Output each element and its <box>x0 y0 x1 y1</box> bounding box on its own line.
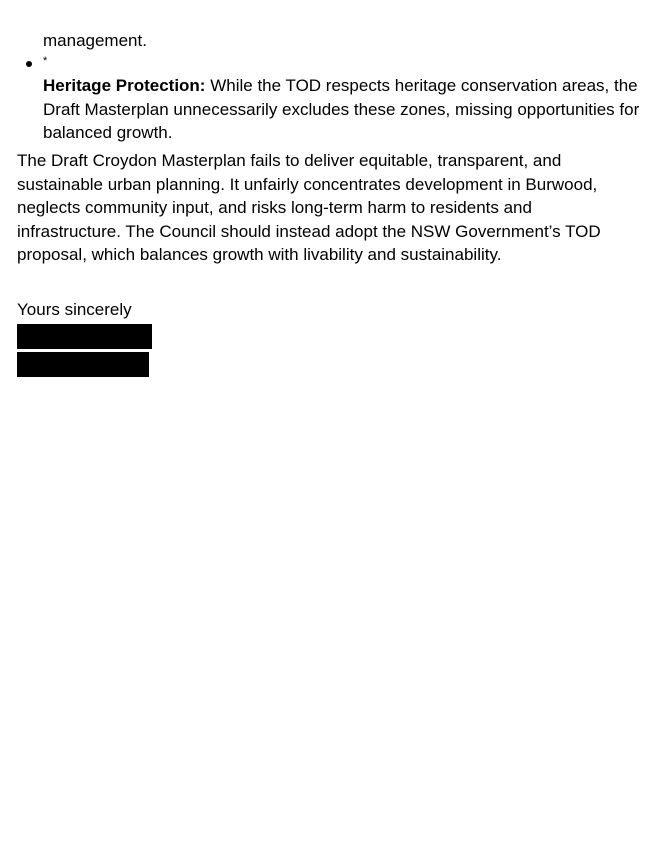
heritage-paragraph <box>43 74 643 145</box>
conclusion-paragraph: The Draft Croydon Masterplan fails to deliver equitable, transparent, and sustainable urban planning. It unfairly concentrates development in Burwood, neglects community input, and risks long-term harm to residents and infrastructure. The Council should instead adopt the NSW Government’s TOD proposal, which balances growth with livability and sustainability. <box>17 151 601 264</box>
signoff-text: Yours sincerely <box>17 300 132 319</box>
redacted-details-block <box>17 352 149 377</box>
heritage-body: While the TOD respects heritage conservation areas, the Draft Masterplan unnecessarily excludes these zones, missing opportunities for balanced growth. <box>43 76 640 142</box>
heritage-heading: Heritage Protection: <box>43 76 206 95</box>
bullet-dot-icon <box>26 61 32 67</box>
redacted-name-block <box>17 324 152 349</box>
heritage-bullet-item <box>43 53 643 145</box>
continuation-text: management. <box>43 31 147 50</box>
bullet-asterisk: * <box>43 55 48 67</box>
